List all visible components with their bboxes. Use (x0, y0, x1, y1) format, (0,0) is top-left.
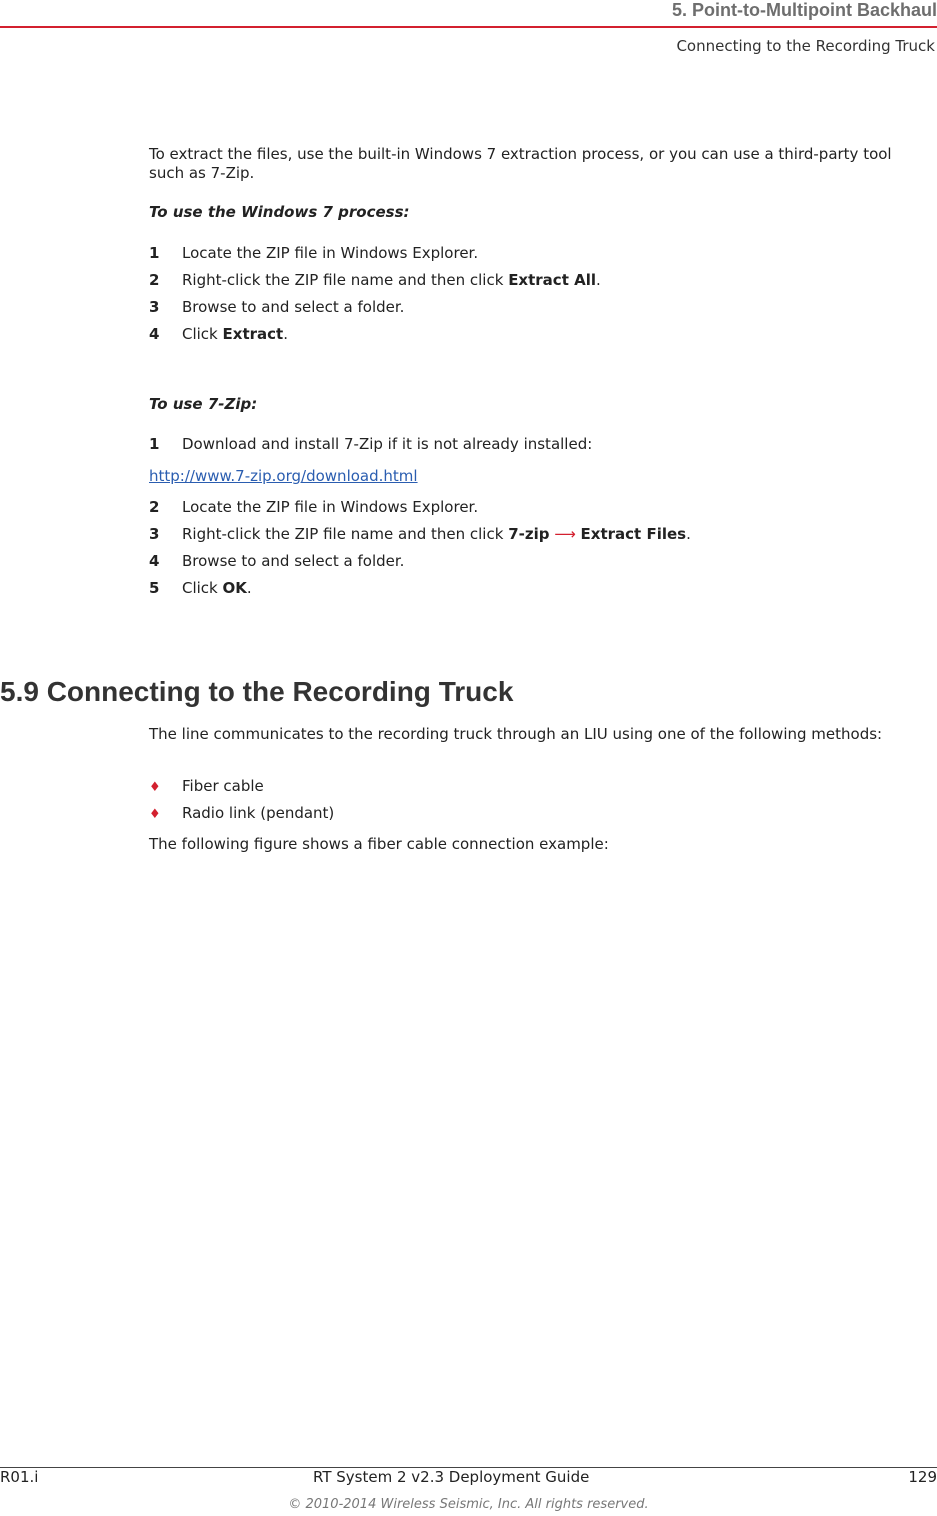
ui-term: Extract All (508, 271, 596, 289)
step-text: Download and install 7-Zip if it is not already installed: (182, 435, 593, 453)
windows-procedure-heading: To use the Windows 7 process: (149, 203, 410, 221)
step-text: Locate the ZIP file in Windows Explorer. (182, 244, 479, 262)
step-text: Click (182, 325, 223, 343)
ui-term: Extract (222, 325, 284, 343)
7zip-download-link[interactable]: http://www.7-zip.org/download.html (149, 467, 418, 485)
ui-term: OK (222, 579, 247, 597)
step-text: Locate the ZIP file in Windows Explorer. (182, 498, 479, 516)
step-number: 1 (149, 244, 160, 262)
step-number: 4 (149, 325, 160, 343)
section-intro: The line communicates to the recording truck through an LIU using one of the following methods: (149, 725, 883, 743)
7zip-step-4 (149, 552, 404, 570)
diamond-bullet-icon: ♦ (149, 780, 161, 795)
windows-step-1 (149, 244, 478, 262)
7zip-step-3: 3 Right-click the ZIP file name and then click 7-zip ⟶ Extract Files. (149, 525, 691, 543)
step-text: Click (182, 579, 223, 597)
step-text: Right-click the ZIP file name and then click (182, 525, 509, 543)
step-number: 4 (149, 552, 160, 570)
step-text: Browse to and select a folder. (182, 298, 405, 316)
document-title: RT System 2 v2.3 Deployment Guide (313, 1468, 590, 1486)
section-running-head: Connecting to the Recording Truck (676, 37, 935, 55)
7zip-step-5: 5 Click OK. (149, 579, 252, 597)
7zip-step-1 (149, 435, 592, 453)
section-heading: 5.9 Connecting to the Recording Truck (0, 676, 514, 707)
intro-paragraph: To extract the files, use the built-in Windows 7 extraction process, or you can use a third-party tool such as 7-Zip. (149, 145, 892, 182)
figure-intro: The following figure shows a fiber cable connection example: (149, 835, 609, 853)
copyright: © 2010-2014 Wireless Seismic, Inc. All rights reserved. (288, 1497, 649, 1512)
7zip-step-2 (149, 498, 478, 516)
windows-step-4: 4 Click Extract. (149, 325, 288, 343)
step-number: 3 (149, 525, 160, 543)
step-number: 5 (149, 579, 160, 597)
windows-step-2: 2 Right-click the ZIP file name and then click Extract All. (149, 271, 601, 289)
step-number: 1 (149, 435, 160, 453)
step-number: 2 (149, 271, 160, 289)
ui-term: 7-zip (508, 525, 550, 543)
bullet-item: ♦ Fiber cable (149, 777, 264, 795)
diamond-bullet-icon: ♦ (149, 807, 161, 822)
page-number: 129 (908, 1468, 937, 1486)
ui-term: Extract Files (580, 525, 687, 543)
header-rule (0, 26, 937, 28)
step-number: 3 (149, 298, 160, 316)
step-text: Right-click the ZIP file name and then click (182, 271, 509, 289)
chapter-title: 5. Point-to-Multipoint Backhaul (672, 0, 937, 20)
7zip-procedure-heading: To use 7-Zip: (149, 395, 258, 413)
arrow-right-icon: ⟶ (554, 525, 576, 543)
step-text: Browse to and select a folder. (182, 552, 405, 570)
revision-label: R01.i (0, 1468, 39, 1486)
step-number: 2 (149, 498, 160, 516)
bullet-item: ♦ Radio link (pendant) (149, 804, 335, 822)
windows-step-3 (149, 298, 404, 316)
